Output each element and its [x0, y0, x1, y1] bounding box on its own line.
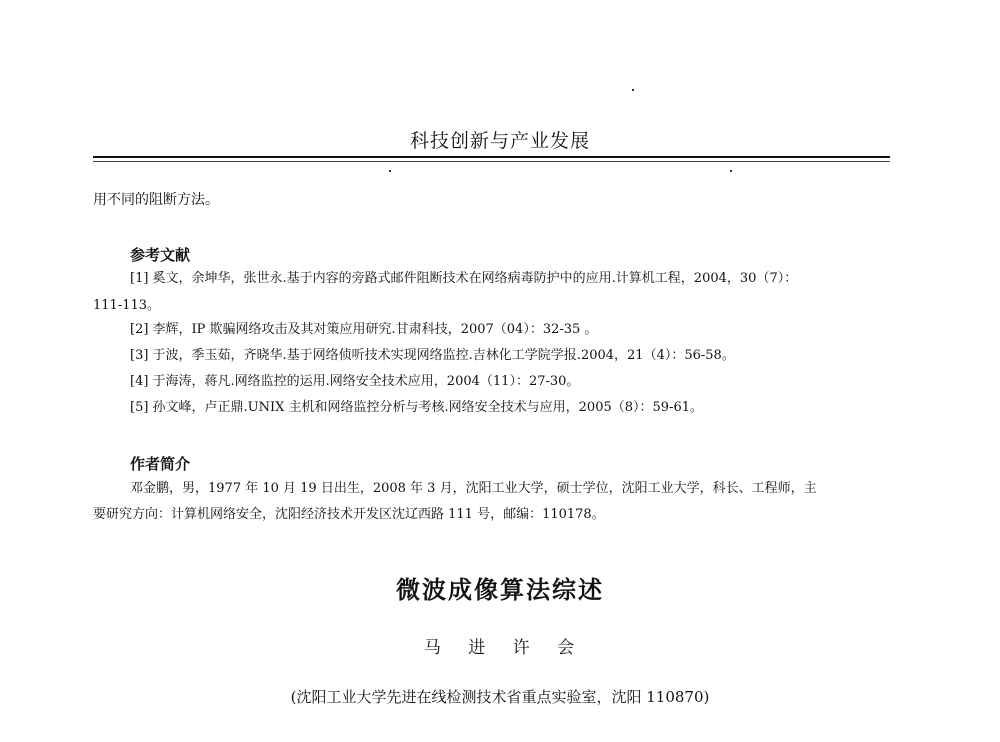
references-heading: 参考文献	[130, 246, 191, 264]
running-header-title: 科技创新与产业发展	[409, 130, 590, 152]
article-title: 微波成像算法综述	[396, 576, 604, 604]
author-bio-heading: 作者简介	[130, 455, 191, 473]
article-affiliation: (沈阳工业大学先进在线检测技术省重点实验室，沈阳 110870)	[290, 688, 710, 706]
scan-speck	[389, 170, 391, 172]
continuation-text: 用不同的阻断方法。	[93, 192, 219, 208]
reference-item: [5] 孙文峰，卢正鼎.UNIX 主机和网络监控分析与考核.网络安全技术与应用，2005（8）：59-61。	[130, 400, 703, 415]
author-bio-line: 邓金鹏，男，1977 年 10 月 19 日出生，2008 年 3 月，沈阳工业大学，硕士学位，沈阳工业大学，科长、工程师，主	[130, 481, 817, 496]
reference-item: [1] 奚文，余坤华，张世永.基于内容的旁路式邮件阻断技术在网络病毒防护中的应用.计算机工程，2004，30（7）：	[130, 271, 798, 286]
author-bio-line: 要研究方向：计算机网络安全，沈阳经济技术开发区沈辽西路 111 号，邮编：110178。	[93, 507, 605, 522]
reference-item: [2] 李辉，IP 欺骗网络攻击及其对策应用研究.甘肃科技，2007（04）：32-35 。	[130, 322, 598, 337]
reference-item: [4] 于海涛，蒋凡.网络监控的运用.网络安全技术应用，2004（11）：27-30。	[130, 374, 580, 389]
reference-item-continuation: 111-113。	[93, 298, 161, 313]
header-rule-thick	[93, 156, 890, 158]
header-rule-thin	[93, 161, 890, 162]
reference-item: [3] 于波，季玉茹，齐晓华.基于网络侦听技术实现网络监控.吉林化工学院学报.2004，21（4）：56-58。	[130, 348, 735, 363]
article-authors: 马 进 许 会	[423, 638, 577, 658]
scan-speck	[632, 89, 634, 91]
scan-speck	[730, 170, 732, 172]
